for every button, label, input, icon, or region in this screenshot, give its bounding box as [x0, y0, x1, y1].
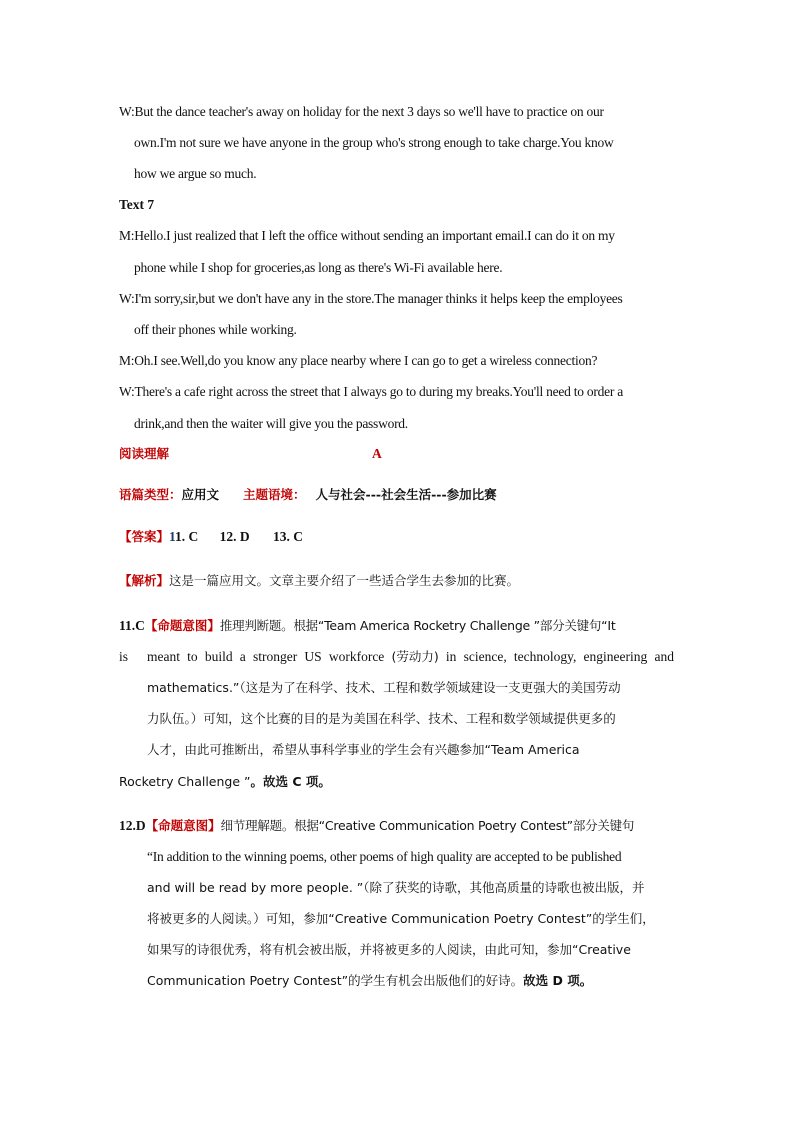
answer-11: 1. C [175, 529, 199, 544]
q12-intro: 细节理解题。根据“Creative Communication Poetry Contest”部分关键句 [220, 818, 635, 833]
q12-line-6 [147, 972, 592, 990]
q12-conclusion: 故选 D 项。 [523, 973, 593, 988]
q11-word: stronger [252, 649, 298, 664]
section-letter: A [372, 446, 382, 461]
text-7-heading: Text 7 [119, 197, 155, 212]
answer-12: 12. D [219, 529, 250, 544]
dialogue-line-10: drink,and then the waiter will give you the password. [134, 416, 408, 431]
q11-word: engineering [583, 649, 648, 664]
q11-word: workforce [328, 649, 385, 664]
q12-line-2: “In addition to the winning poems, other poems of high quality are accepted to be published [147, 849, 622, 864]
answer-row [119, 528, 303, 546]
q11-line-1 [119, 617, 615, 635]
q12-line-3: and will be read by more people. ”（除了获奖的诗歌，其他高质量的诗歌也被出版，并 [147, 880, 645, 895]
q11-line-6-a: Rocketry Challenge ” [119, 774, 251, 789]
dialogue-line-8: M:Oh.I see.Well,do you know any place nearby where I can go to get a wireless connection? [119, 353, 598, 368]
q11-word: build [204, 649, 233, 664]
dialogue-line-6: W:I'm sorry,sir,but we don't have any in the store.The manager thinks it helps keep the employees [119, 291, 623, 306]
q11-word: to [187, 649, 198, 664]
q12-line-5: 如果写的诗很优秀，将有机会被出版，并将被更多的人阅读，由此可知，参加“Creative [147, 942, 631, 957]
answer-11-prefix: 1 [169, 529, 176, 544]
q11-word: technology, [513, 649, 577, 664]
q11-intro: 推理判断题。根据“Team America Rocketry Challenge ”部分关键句“It [219, 618, 616, 633]
genre-theme-value: 人与社会---社会生活---参加比赛 [315, 487, 497, 502]
q11-word: a [239, 649, 246, 664]
q11-line-5: 人才，由此可推断出，希望从事科学事业的学生会有兴趣参加“Team America [147, 742, 580, 757]
dialogue-line-4: M:Hello.I just realized that I left the office without sending an important email.I can do it on my [119, 228, 615, 243]
q11-word: in [445, 649, 457, 664]
q11-line-6 [119, 773, 331, 791]
answer-13: 13. C [273, 529, 304, 544]
q11-word: science, [463, 649, 507, 664]
dialogue-line-1: W:But the dance teacher's away on holiday for the next 3 days so we'll have to practice on our [119, 104, 604, 119]
answer-label: 【答案】 [119, 529, 170, 544]
q11-number: 11.C [119, 618, 145, 633]
genre-type-label: 语篇类型： [119, 487, 182, 502]
q12-line-4: 将被更多的人阅读。）可知，参加“Creative Communication Poetry Contest”的学生们， [147, 911, 655, 926]
genre-row [119, 486, 497, 504]
q11-word: (劳动力) [391, 649, 439, 664]
q11-line-3: mathematics.”（这是为了在科学、技术、工程和数学领域建设一支更强大的美国劳动 [147, 680, 621, 695]
q11-conclusion: 。故选 C 项。 [250, 774, 331, 789]
q11-word: and [654, 649, 674, 664]
dialogue-line-2: own.I'm not sure we have anyone in the group who's strong enough to take charge.You know [134, 135, 614, 150]
q11-tag: 【命题意图】 [144, 618, 220, 633]
q11-word: meant [147, 649, 180, 664]
q11-word: US [304, 649, 322, 664]
analysis-text: 这是一篇应用文。文章主要介绍了一些适合学生去参加的比赛。 [169, 573, 520, 588]
dialogue-line-9: W:There's a cafe right across the street that I always go to during my breaks.You'll need to order a [119, 384, 623, 399]
dialogue-line-3: how we argue so much. [134, 166, 257, 181]
q11-line-2 [147, 648, 674, 666]
q12-number: 12.D [119, 818, 146, 833]
analysis-row [119, 572, 519, 590]
q12-line-6-a: Communication Poetry Contest”的学生有机会出版他们的好诗。 [147, 973, 524, 988]
section-title: 阅读理解 [119, 446, 170, 461]
q12-tag: 【命题意图】 [145, 818, 221, 833]
q11-line-2-is: is [119, 649, 129, 664]
dialogue-line-7: off their phones while working. [134, 322, 297, 337]
genre-type-value: 应用文 [181, 487, 220, 502]
dialogue-line-5: phone while I shop for groceries,as long as there's Wi-Fi available here. [134, 260, 503, 275]
q11-line-4: 力队伍。）可知，这个比赛的目的是为美国在科学、技术、工程和数学领域提供更多的 [147, 711, 616, 726]
analysis-label: 【解析】 [119, 573, 170, 588]
genre-theme-label: 主题语境： [243, 487, 306, 502]
q12-line-1 [119, 817, 634, 835]
